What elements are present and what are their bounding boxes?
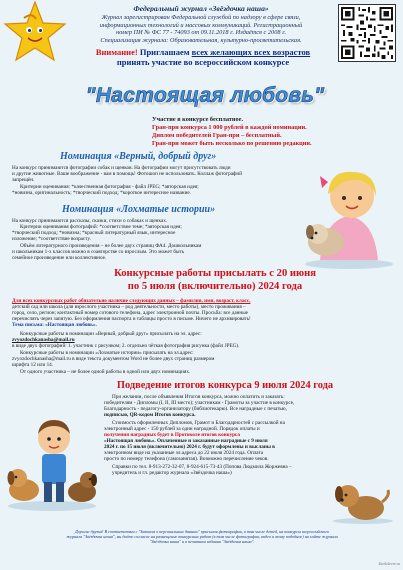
results-text: 2024 г. по 15 июля (включительно) 2024 г. будут оформлены и высланы в bbox=[104, 444, 275, 450]
nom2-text: и школьникам 1-х классов можно в соавторстве со взрослым. Это может быть bbox=[12, 249, 185, 255]
results-text: «Настоящая любовь». Оплаченные и заказанные наградные с 9 июля bbox=[104, 438, 268, 444]
results-text: просто по номеру телефона (самозанятая). Возможно перечисление чеков. bbox=[104, 456, 269, 462]
deadline-line-1: Конкурсные работы присылать с 20 июня bbox=[114, 268, 316, 279]
header-line: Специализация журнала: Образовательная, культурно-просветительская. bbox=[100, 36, 302, 44]
header-line: Журнал зарегистрирован Федеральной службой по надзору в сфере связи, bbox=[101, 14, 301, 21]
footer-consent: "Звёздочка наша" и в печатном издании "Звёздочка наша". bbox=[149, 540, 255, 544]
letter-subject: Тема письма: «Настоящая любовь». bbox=[12, 322, 97, 328]
boy-with-dogs-image bbox=[6, 392, 98, 512]
results-text: электронном виде на указанные эл.адреса до 22 июля 2024 года. Оплата bbox=[104, 450, 264, 456]
nom2-text: *творческий подход; *новизна; *красный литературный язык, интересное bbox=[12, 230, 176, 236]
attention-prefix: Внимание! bbox=[95, 48, 138, 57]
results-text: получения наградных будет в Протоколе итогов конкурса bbox=[104, 432, 241, 438]
contact-phone: Справки по тел. 8-913-272-32-07, 8-924-615-73-43 (Попова Людмила Жоржевна – bbox=[112, 464, 292, 470]
free-participation: Участие в конкурсе бесплатное. bbox=[152, 116, 244, 123]
grand-prix-note: Гран-при может быть несколько по решению редакции. bbox=[152, 140, 312, 147]
nom1-criteria: *новизна, оригинальность; *творческий подход; *короткое интересное название. bbox=[12, 190, 191, 196]
send-text: Конкурсные работы в номинации «Верный, добрый друг» присылать на эл. адрес: bbox=[20, 331, 202, 337]
site-watermark[interactable]: 4kids4ever.ru bbox=[378, 561, 400, 566]
nom1-criteria: Критерии оценивания: *качественная фотография - файл JPEG; *авторская идея; bbox=[20, 184, 199, 190]
footer-consent: журнала "Звёздочка наша", вы даёте согласие на размещение конкурсных работ (в том числе фотографии, видео и тому подобное) на сайте журнала bbox=[66, 535, 338, 539]
results-text: подписью, QR-кодом Итогов конкурса. bbox=[104, 412, 196, 418]
nomination-1-title: Номинация «Верный, добрый друг» bbox=[60, 151, 217, 162]
header-line: номер ПИ № ФС 77 - 74093 от 09.11.2018 г. Издаётся с 2008 г. bbox=[115, 29, 287, 36]
nom1-text: и другие животные. Ваше воображение - вам в помощь! Фотошоп не использовать. Коллаж фотографий bbox=[12, 171, 242, 177]
send-text: Конкурсные работы в номинации «Лохматые истории» присылать на эл.адрес: bbox=[20, 350, 194, 356]
nom2-text: Объём литературного произведения – не более двух страниц ФА4. Дошкольникам bbox=[20, 243, 202, 249]
nom2-text: На конкурс принимаются рассказы, сказки, стихи о собаках и щенках. bbox=[12, 218, 168, 224]
grand-prix-info: Гран-при конкурса 1 000 рублей в каждой номинации. bbox=[152, 124, 307, 131]
deadline-line-2: по 5 июля (включительно) 2024 года bbox=[127, 281, 303, 292]
results-text: Благодарность - педагогу-организатору (библиотекарю). Все наградные с печатью, bbox=[104, 406, 287, 412]
send-text: в виде двух фотографий: 1. участник с рисунком; 2. отдельно чёткая фотография рисунка (файл JPEG). bbox=[12, 343, 240, 349]
puppy-image bbox=[330, 470, 396, 525]
nom1-text: На конкурс принимаются фотографии собак и щенков. На фотографии могут присутствовать люди bbox=[12, 165, 231, 171]
email-link-text[interactable]: zvyozdochkanasha@mail.ru bbox=[12, 337, 75, 343]
attention-line-2: принять участие во всероссийском конкурсе bbox=[116, 58, 290, 67]
attention-mid: Приглашаем bbox=[137, 48, 192, 57]
send-text: шрифта 12 или 14. bbox=[12, 362, 54, 368]
journal-title: Федеральный журнал «Звёздочка наша» bbox=[133, 5, 269, 13]
diploma-info: Диплом победителей Гран-при – бесплатный. bbox=[152, 132, 282, 139]
nom1-text: запрещён. bbox=[12, 177, 35, 183]
results-text: Стоимость оформленных Дипломов, Грамот и Благодарностей с рассылкой на bbox=[112, 420, 285, 426]
send-text-with-email[interactable]: zvyozdochkanasha@mail.ru в виде текста документом Word не более двух страниц размером bbox=[12, 356, 215, 362]
nom2-text: изложение; *соответствие возрасту. bbox=[12, 236, 91, 242]
contact-editor: учредитель и гл. редактор журнала «Звёздочка наша») bbox=[112, 470, 232, 476]
results-text: победителям - Дипломы (I, II, III место); участникам - Грамоты за участие в конкурсе, bbox=[104, 400, 295, 406]
nom2-text: Критерии оценивания фотографий: *соответствие теме; *авторская идея; bbox=[20, 224, 182, 230]
requirements-text: перечислять через запятую. Без оформления паспорта и таблицы просто в письме. Ничего не архивировать! bbox=[12, 316, 251, 322]
attention-line bbox=[38, 48, 368, 58]
attention-underlined: всех желающих всех возрастов bbox=[191, 48, 311, 57]
footer-consent: Дорогие друзья! В соответствии с "Законом о персональных данных" присылая фотографии, в том числе детей, на конкурсы всероссийского bbox=[75, 530, 329, 534]
requirements-text: город, село, регион; контактный номер сотового телефона, адрес электронной почты. Просьба: все данные bbox=[12, 310, 248, 316]
header-line: информационных технологий и массовых коммуникаций. Регистрационный bbox=[99, 21, 303, 29]
contest-title: "Настоящая любовь" bbox=[85, 84, 325, 107]
nomination-2-title: Номинация «Лохматые истории» bbox=[62, 204, 216, 215]
results-title: Подведение итогов конкурса 9 июля 2024 года bbox=[116, 380, 334, 391]
requirements-text: детский сад или школа (для взрослого участника – род деятельности, место работы), место проживания – bbox=[12, 304, 246, 310]
girl-with-puppy-image bbox=[300, 160, 398, 270]
results-text: При желании, после объявления Итогов конкурса, можно оплатить и заказать: bbox=[112, 394, 285, 400]
requirements-line: Для всех конкурсных работ обязательно наличие следующих данных – фамилия, имя, возраст, класс, bbox=[12, 298, 251, 304]
results-text: электронный адрес - 150 рублей за один наградной. Порядок оплаты и bbox=[104, 426, 260, 432]
nom2-text: семейное произведение или коллективное. bbox=[12, 255, 107, 261]
send-text: От одного участника – не более одной работы в одной или двух номинациях. bbox=[20, 369, 191, 375]
